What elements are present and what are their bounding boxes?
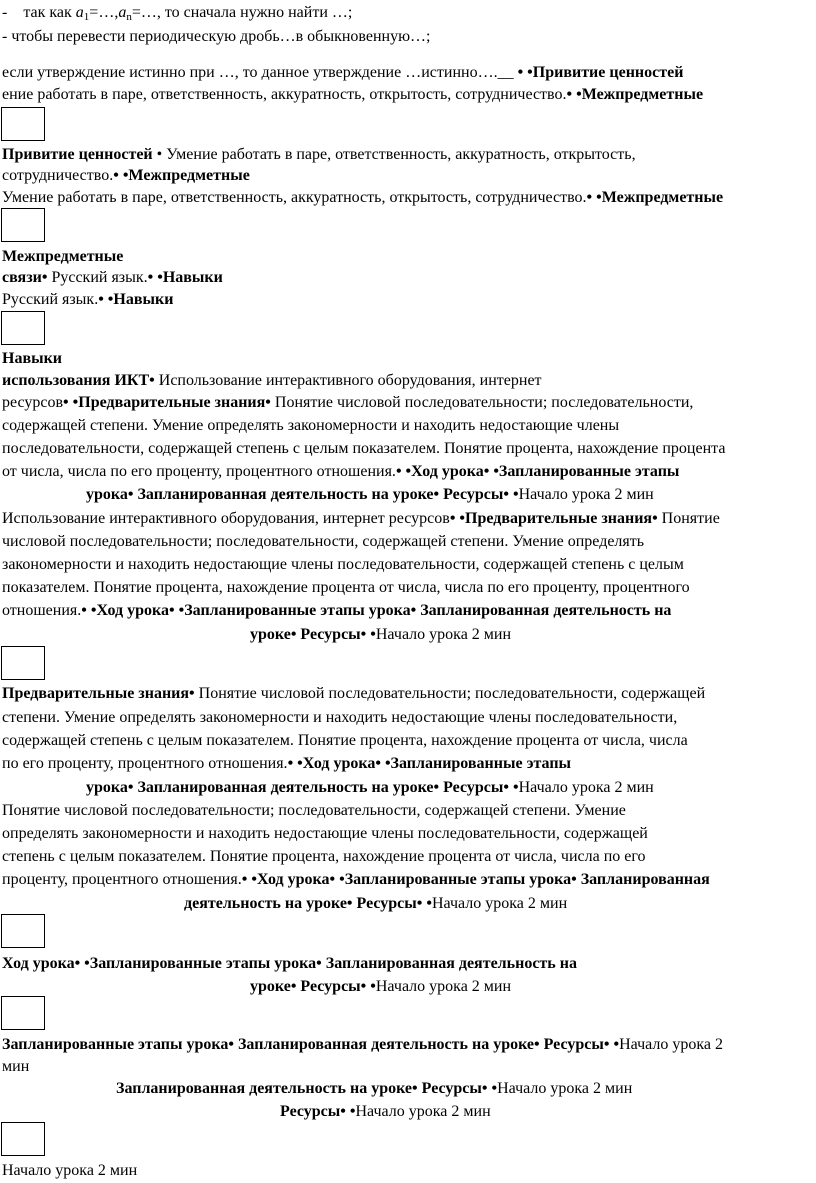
text-line <box>2 415 619 437</box>
bold-text: • •Межпредметные <box>566 86 704 103</box>
bold-text: • •Предварительные знания• <box>63 394 271 411</box>
plain-text: Начало урока 2 мин <box>375 978 512 995</box>
plain-text: Использование интерактивного оборудования, интернет ресурсов <box>2 510 450 527</box>
plain-text: Начало урока 2 мин <box>431 895 568 912</box>
image-placeholder-box <box>1 1122 45 1156</box>
plain-text: Понятие числовой последовательности; последовательности, <box>270 394 694 411</box>
text-line <box>2 600 671 622</box>
text-line <box>2 187 723 209</box>
plain-text: Начало урока 2 мин <box>497 1080 633 1097</box>
plain-text: если утверждение истинно при …, то данное утверждение …истинно….__ <box>2 64 518 81</box>
plain-text: отношения. <box>2 602 82 619</box>
bold-text: уроке• Ресурсы• • <box>250 978 376 995</box>
text-line <box>2 246 123 268</box>
text-line <box>2 392 693 414</box>
text-line <box>2 461 679 483</box>
text-line <box>2 84 703 106</box>
plain-text: последовательности, содержащей степень с целым показателем. Понятие процента, нахождение процента <box>2 440 726 457</box>
plain-text: числовой последовательности; последовательности, содержащей степени. Умение определять <box>2 533 645 550</box>
bold-text: урока• Запланированная деятельность на уроке• Ресурсы• • <box>86 486 519 503</box>
plain-text: закономерности и находить недостающие члены последовательности, содержащей степень с целым <box>2 556 684 573</box>
image-placeholder-box <box>1 914 45 948</box>
text-line <box>2 289 173 311</box>
image-placeholder-box <box>1 996 45 1030</box>
text-line <box>2 267 223 289</box>
text-line <box>2 62 683 84</box>
text-line <box>2 1160 137 1182</box>
text-line <box>250 624 511 646</box>
text-line <box>2 707 677 729</box>
bold-text: Запланированная деятельность на уроке• Ресурсы• • <box>116 1080 498 1097</box>
text-line <box>2 1056 29 1078</box>
plain-text: от числа, числа по его проценту, процентного отношения. <box>2 463 396 480</box>
text-line <box>2 683 705 705</box>
plain-text: Русский язык. <box>2 291 99 308</box>
plain-text: сотрудничество. <box>2 167 114 184</box>
bold-text: Ход урока• •Запланированные этапы урока• Запланированная деятельность на <box>2 955 577 972</box>
text-line <box>2 144 636 166</box>
plain-text: Начало урока 2 мин <box>375 626 512 643</box>
plain-text: Начало урока 2 <box>619 1036 723 1053</box>
bold-text: урока• Запланированная деятельность на уроке• Ресурсы• • <box>86 779 519 796</box>
bold-text: использования ИКТ• <box>2 372 155 389</box>
text-line <box>2 846 646 868</box>
text-line <box>86 777 654 799</box>
text-line <box>2 869 710 891</box>
plain-text: • Умение работать в паре, ответственность, аккуратность, открытость, <box>152 146 636 163</box>
bold-text: • •Навыки <box>98 291 174 308</box>
bold-text: • •Ход урока• •Запланированные этапы <box>287 755 572 772</box>
bold-text: Запланированные этапы урока• Запланированная деятельность на уроке• Ресурсы• • <box>2 1036 620 1053</box>
plain-text: Понятие <box>657 510 720 527</box>
text-line <box>2 348 62 370</box>
text-line <box>2 753 571 775</box>
plain-text: проценту, процентного отношения. <box>2 871 242 888</box>
text-line <box>2 953 577 975</box>
image-placeholder-box <box>1 208 45 242</box>
bold-text: • •Ход урока• •Запланированные этапы урока• Запланированная деятельность на <box>81 602 672 619</box>
bold-text: • •Ход урока• •Запланированные этапы <box>395 463 680 480</box>
text-line <box>2 508 720 530</box>
plain-text: Начало урока 2 мин <box>518 779 654 796</box>
bold-text: • •Межпредметные <box>113 167 250 184</box>
text-line <box>2 730 688 752</box>
bold-text: • •Ход урока• •Запланированные этапы урока• Запланированная <box>241 871 710 888</box>
text-line <box>86 484 654 506</box>
plain-text: содержащей степень с целым показателем. Понятие процента, нахождение процента от числа, числа <box>2 732 688 749</box>
plain-text: содержащей степени. Умение определять закономерности и находить недостающие члены <box>2 417 620 434</box>
plain-text: Русский язык. <box>47 269 148 286</box>
plain-text: Использование интерактивного оборудования, интернет <box>154 372 542 389</box>
image-placeholder-box <box>1 107 45 141</box>
text-line <box>2 438 725 460</box>
text-line <box>2 554 684 576</box>
bold-text: Ресурсы• • <box>280 1103 356 1120</box>
text-line <box>2 370 542 392</box>
list-item-2: - чтобы перевести периодическую дробь…в обыкновенную…; <box>2 28 431 45</box>
bold-text: связи• <box>2 269 48 286</box>
plain-text: определять закономерности и находить недостающие члены последовательности, содержащей <box>2 825 648 842</box>
list-item-1: - так как $a_1=\dots,a_n=\dots$, то сначала нужно найти …; <box>2 4 353 23</box>
text-line <box>2 165 250 187</box>
plain-text: ресурсов <box>2 394 64 411</box>
text-line <box>2 531 644 553</box>
plain-text: показателем. Понятие процента, нахождение процента от числа, числа по его проценту, процентного <box>2 579 690 596</box>
bold-text: Предварительные знания• <box>2 685 195 702</box>
text-line <box>2 577 690 599</box>
bold-text: Привитие ценностей <box>2 146 153 163</box>
text-line <box>280 1101 491 1123</box>
text-line <box>116 1078 632 1100</box>
image-placeholder-box <box>1 646 45 680</box>
plain-text: Начало урока 2 мин <box>355 1103 491 1120</box>
text-line <box>2 823 648 845</box>
plain-text: Понятие числовой последовательности; последовательности, содержащей степени. Умение <box>2 802 626 819</box>
bold-text: Навыки <box>2 350 63 367</box>
plain-text: Понятие числовой последовательности; последовательности, содержащей <box>194 685 706 702</box>
plain-text: Умение работать в паре, ответственность, аккуратность, открытость, сотрудничество. <box>2 189 587 206</box>
text-line <box>184 893 567 915</box>
text-line <box>2 1034 723 1056</box>
plain-text: по его проценту, процентного отношения. <box>2 755 288 772</box>
text-line <box>250 976 511 998</box>
plain-text: степень с целым показателем. Понятие процента, нахождение процента от числа, числа по его <box>2 848 646 865</box>
plain-text: мин <box>2 1058 30 1075</box>
bold-text: Межпредметные <box>2 248 124 265</box>
bold-text: уроке• Ресурсы• • <box>250 626 376 643</box>
plain-text: степени. Умение определять закономерности и находить недостающие члены последовательности, <box>2 709 678 726</box>
bold-text: • •Предварительные знания• <box>449 510 658 527</box>
bold-text: • •Привитие ценностей <box>517 64 684 81</box>
bold-text: • •Межпредметные <box>586 189 724 206</box>
plain-text: Начало урока 2 мин <box>2 1162 138 1179</box>
bold-text: деятельность на уроке• Ресурсы• • <box>184 895 432 912</box>
plain-text: ение работать в паре, ответственность, аккуратность, открытость, сотрудничество. <box>2 86 567 103</box>
image-placeholder-box <box>1 311 45 345</box>
plain-text: Начало урока 2 мин <box>518 486 654 503</box>
bold-text: • •Навыки <box>147 269 223 286</box>
text-line <box>2 800 626 822</box>
